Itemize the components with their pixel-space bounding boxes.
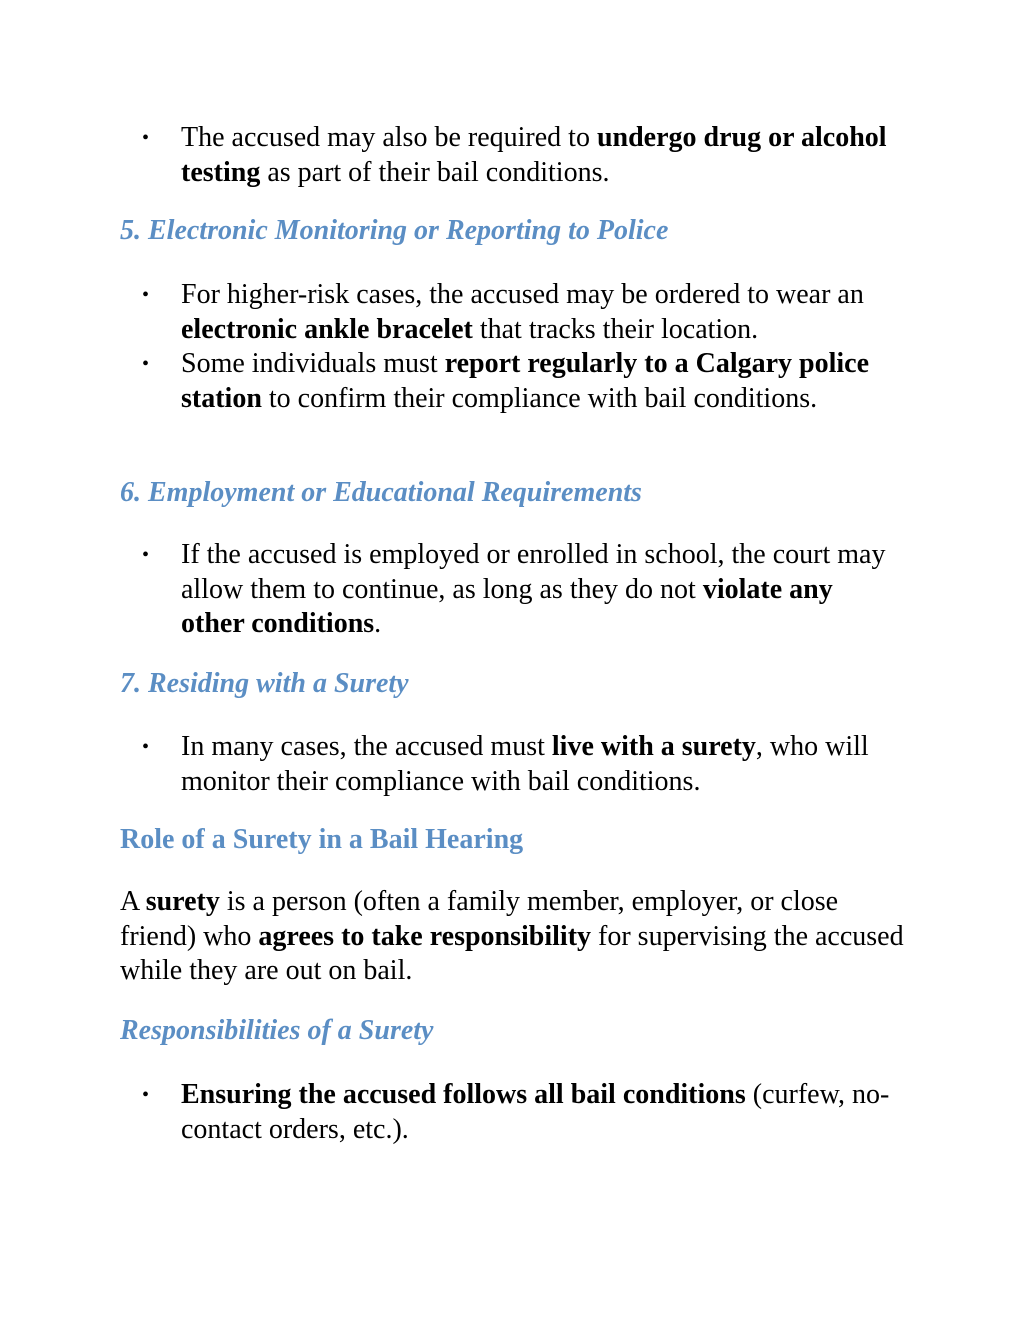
paragraph-text: A [120, 886, 146, 917]
bullet-icon: • [142, 353, 150, 375]
bullet-emphasis: Ensuring the accused follows all bail conditions [181, 1079, 746, 1110]
paragraph-text: is a person (often a family member, employer, or close friend) who [120, 886, 839, 952]
list-item [0, 278, 901, 347]
bullet-list [0, 121, 1024, 190]
bullet-list [0, 1078, 1024, 1147]
list-item [0, 538, 901, 642]
bullet-text: The accused may also be required to [181, 122, 597, 153]
bullet-text: For higher-risk cases, the accused may be ordered to wear an [181, 279, 864, 310]
section-heading: 6. Employment or Educational Requirements [120, 477, 642, 508]
bullet-emphasis: electronic ankle bracelet [181, 313, 473, 345]
list-item [0, 121, 901, 190]
paragraph-emphasis: agrees to take responsibility [258, 920, 592, 952]
responsibilities-section [0, 1078, 1024, 1147]
employment-section [0, 538, 1024, 642]
bullet-text: , who will monitor their compliance with bail conditions. [181, 731, 869, 797]
body-paragraph [120, 885, 910, 989]
bullet-icon: • [142, 736, 150, 758]
bullet-icon: • [142, 1084, 150, 1106]
drug-testing-section [0, 121, 1024, 190]
bullet-icon: • [142, 127, 150, 149]
bullet-emphasis: live with a surety [551, 731, 756, 762]
bullet-text: Some individuals must [181, 348, 445, 379]
bullet-list [0, 730, 1024, 799]
bullet-text: that tracks their location. [472, 313, 759, 345]
bullet-text: to confirm their compliance with bail conditions. [261, 382, 818, 414]
bullet-icon: • [142, 544, 150, 566]
paragraph-text: for supervising the accused while they are out on bail. [120, 920, 904, 986]
section-heading: 5. Electronic Monitoring or Reporting to Police [120, 215, 669, 246]
electronic-monitoring-section [0, 278, 1024, 416]
residing-surety-section [0, 730, 1024, 799]
bullet-icon: • [142, 284, 150, 306]
paragraph-emphasis: surety [145, 886, 220, 917]
section-heading: Responsibilities of a Surety [120, 1015, 434, 1046]
bullet-list [0, 538, 1024, 642]
bullet-emphasis: violate any other conditions [181, 573, 833, 639]
list-item [0, 730, 901, 799]
section-heading: Role of a Surety in a Bail Hearing [120, 824, 524, 855]
bullet-emphasis: undergo drug or alcohol testing [181, 122, 887, 188]
bullet-text: If the accused is employed or enrolled in school, the court may allow them to continue, as long as they do not [181, 539, 886, 605]
bullet-text: (curfew, no-contact orders, etc.). [181, 1079, 890, 1145]
bullet-emphasis: report regularly to a Calgary police station [181, 348, 870, 414]
bullet-text: as part of their bail conditions. [260, 156, 610, 188]
bullet-text: . [374, 608, 382, 639]
bullet-text: In many cases, the accused must [181, 731, 552, 762]
section-heading: 7. Residing with a Surety [120, 668, 409, 699]
list-item [0, 347, 901, 416]
list-item [0, 1078, 901, 1147]
bullet-list [0, 278, 1024, 416]
